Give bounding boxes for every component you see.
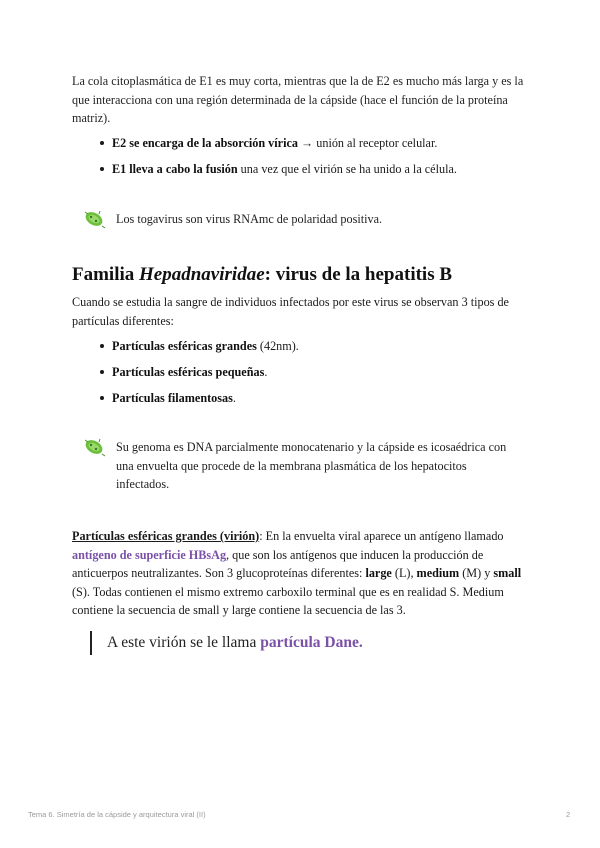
footer-title: Tema 6. Simetría de la cápside y arquitectura viral (II) (28, 810, 206, 819)
list-item-bold: Partículas esféricas grandes (112, 339, 257, 353)
quote-text: A este virión se le llama (107, 634, 261, 651)
quote-highlight: partícula Dane. (260, 634, 363, 651)
virion-term: Partículas esféricas grandes (virión) (72, 529, 260, 543)
virus-icon (82, 208, 108, 230)
heading-suffix: : virus de la hepatitis B (264, 264, 453, 285)
term-medium: medium (416, 566, 460, 580)
intro-paragraph: La cola citoplasmática de E1 es muy corta, mientras que la de E2 es mucho más larga y es la que interacciona con una región determinada de la cápside (hace el función de la proteína matriz). (72, 74, 524, 125)
virion-paragraph (72, 527, 530, 620)
list-item-text: → unión al receptor celular. (297, 136, 438, 150)
note-togavirus (82, 210, 522, 229)
list-item-text: una vez que el virión se ha unido a la célula. (237, 162, 457, 176)
section-heading (72, 264, 452, 286)
heading-prefix: Familia (72, 264, 140, 285)
particles-intro: Cuando se estudia la sangre de individuos infectados por este virus se observan 3 tipos de partículas diferentes: (72, 295, 509, 328)
heading-italic: Hepadnaviridae (139, 264, 265, 285)
particle-types-list (72, 337, 532, 415)
note-genome (82, 438, 522, 494)
text-segment: : En la envuelta viral aparece un antígeno llamado (259, 529, 504, 543)
text-segment: (L), (391, 566, 417, 580)
callout-quote (90, 631, 363, 655)
list-item-bold: E1 lleva a cabo la fusión (112, 162, 238, 176)
list-item-text: . (232, 391, 236, 405)
text-segment: (M) y (459, 566, 494, 580)
page-number: 2 (566, 810, 571, 819)
term-large: large (365, 566, 392, 580)
term-small: small (493, 566, 522, 580)
virus-icon (82, 436, 108, 458)
glycoprotein-list (72, 134, 532, 186)
note-text: Los togavirus son virus RNAmc de polaridad positiva. (116, 212, 383, 226)
list-item-text: (42nm). (256, 339, 299, 353)
antigen-highlight: antígeno de superficie HBsAg (72, 547, 227, 562)
list-item (72, 363, 532, 381)
text-segment: , que son los antígenos que inducen la producción de anticuerpos neutralizantes. Son 3 glucoproteínas diferentes: (72, 547, 484, 580)
list-item-bold: E2 se encarga de la absorción vírica (112, 136, 298, 150)
list-item-bold: Partículas esféricas pequeñas (112, 365, 265, 379)
list-item (72, 160, 532, 178)
note-text: Su genoma es DNA parcialmente monocatenario y la cápside es icosaédrica con una envuelta que procede de la membrana plasmática de los hepatocitos infectados. (116, 440, 507, 491)
text-segment: (S). Todas contienen el mismo extremo carboxilo terminal que es en realidad S. Medium contiene la secuencia de small y large contiene la secuencia de las 3. (72, 584, 504, 617)
list-item (72, 134, 532, 152)
list-item (72, 337, 532, 355)
list-item-bold: Partículas filamentosas (112, 391, 233, 405)
list-item-text: . (264, 365, 268, 379)
list-item (72, 389, 532, 407)
